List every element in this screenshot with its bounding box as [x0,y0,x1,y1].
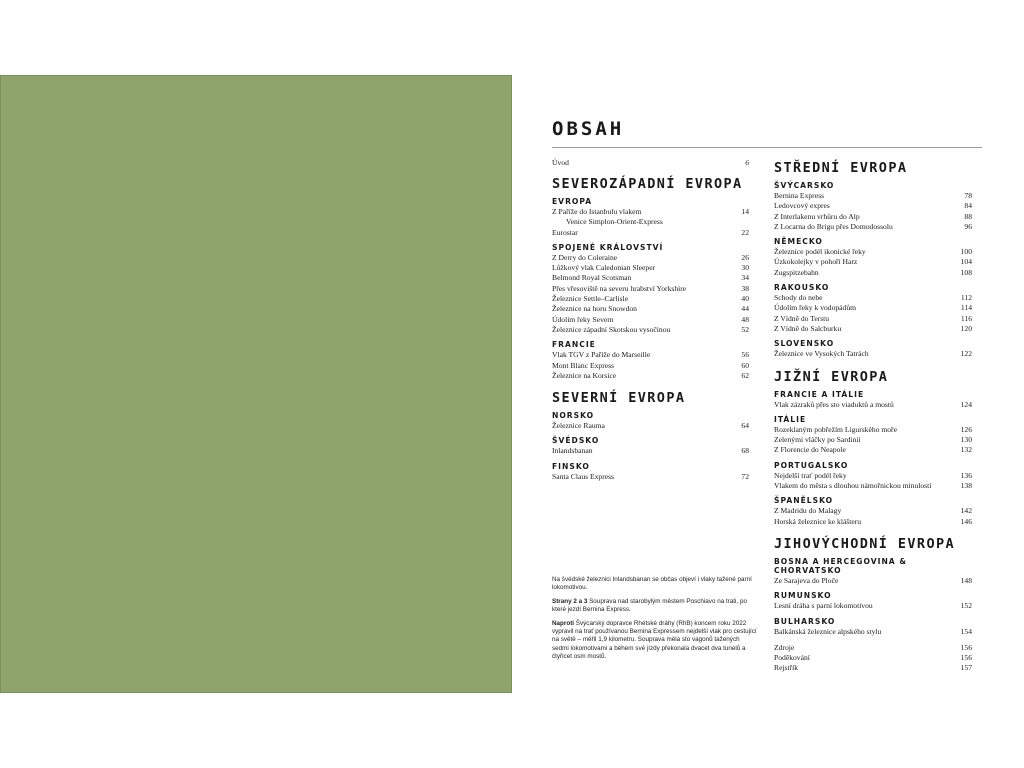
entry-page: 130 [960,435,972,445]
toc-entry [552,315,749,325]
entry-title-line: Lesní dráha s parní lokomotivou [774,601,873,611]
entry-title [774,627,961,637]
entry-page: 126 [960,424,972,434]
toc-entry [774,191,972,201]
entry-page: 108 [960,267,972,277]
toc-entry [774,506,972,516]
entry-title [774,601,961,611]
caption-3: Naproti Švýcarský dopravce Rhétské dráhy (RhB) koncem roku 2022 vypravil na trať používanou Bernina Expressem nejdelší vlak pro cestující na světě – měřil 1,9 kilometru. Souprava měla sto vagonů tažených sedmi lokomotivami a během své jízdy překonala dvacet dva tunelů a čtyřicet osm mostů. [552,619,757,661]
toc-entry [774,201,972,211]
toc-entry [774,324,972,334]
entry-title [774,293,961,303]
country-heading: NORSKO [552,411,595,421]
landscape-photo [0,75,512,693]
toc-entry [774,212,972,222]
entry-title [552,371,741,381]
entry-page: 116 [960,313,972,323]
entry-title-line: Zelenými vláčky po Sardinii [774,435,861,445]
entry-title-line: Ze Sarajeva do Ploče [774,575,839,585]
toc-entry [552,284,749,294]
entry-title [774,506,961,516]
entry-title [774,517,961,527]
toc-entry [552,228,749,238]
entry-title-line: Železnice na horu Snowdon [552,304,637,314]
entry-title [552,284,741,294]
country-heading: NĚMECKO [774,237,823,247]
entry-title [552,263,741,273]
toc-entry [774,314,972,324]
entry-title [774,247,961,257]
entry-title-line: Belmond Royal Scotsman [552,273,632,283]
entry-title-line: Z Interlakenu vrhůru do Alp [774,211,860,221]
entry-title-line: Venice Simplon-Orient-Express [566,217,663,227]
toc-entry [774,257,972,267]
entry-page: 40 [741,294,749,304]
entry-title-line: Zugspitzebahn [774,267,819,277]
toc-entry [552,361,749,371]
entry-page: 112 [960,293,972,303]
toc-entry [552,304,749,314]
entry-page: 100 [960,247,972,257]
entry-title [774,314,961,324]
entry-title-line: Železnice ve Vysokých Tatrách [774,349,869,359]
entry-title-line: Železnice Settle–Carlisle [552,294,629,304]
country-heading: RAKOUSKO [774,283,830,293]
toc-entry [774,576,972,586]
region-heading: STŘEDNÍ EVROPA [774,160,908,176]
caption-1: Na švédské železnici Inlandsbanan se občas objeví i vlaky tažené parní lokomotivou. [552,576,752,592]
entry-title [552,325,741,335]
entry-page: 60 [741,360,749,370]
country-heading: SPOJENÉ KRÁLOVSTVÍ [552,242,664,252]
entry-title-line: Ledovcový expres [774,201,830,211]
toc-page [512,0,1024,768]
toc-entry [774,435,972,445]
entry-title [774,425,961,435]
entry-title [774,471,961,481]
entry-page: 72 [741,471,749,481]
entry-title [774,349,961,359]
entry-page: 78 [964,191,972,200]
entry-title [552,294,741,304]
entry-title [552,361,741,371]
entry-title-line: Inlandsbanan [552,446,593,456]
entry-page: 26 [741,252,749,262]
entry-page: 6 [745,158,749,167]
entry-page: 30 [741,263,749,273]
entry-title-line: Poděkování [774,653,810,663]
entry-page: 136 [960,470,972,480]
entry-page: 68 [741,446,749,456]
toc-entry [774,222,972,232]
region-heading: SEVEROZÁPADNÍ EVROPA [552,176,743,192]
entry-title [774,445,961,455]
entry-title [552,421,741,431]
entry-title-line: Přes vřesoviště na severu hrabství Yorkshire [552,283,687,293]
entry-page: 142 [960,506,972,516]
entry-title-line: Z Florencie do Neapole [774,445,846,455]
entry-page: 156 [960,653,972,663]
toc-entry [552,421,749,431]
entry-page: 34 [741,273,749,283]
toc-entry [774,349,972,359]
entry-title-line: Údolím řeky Severn [552,314,614,324]
entry-title [552,253,741,263]
entry-title-line: Železnice západní Skotskou vysočinou [552,324,671,334]
photo-captions [552,576,757,667]
entry-title [774,303,961,313]
entry-page: 48 [741,314,749,324]
toc-entry [774,425,972,435]
entry-title-line: Schody do nebe [774,293,823,303]
region-heading: JIŽNÍ EVROPA [774,368,889,385]
country-heading: FINSKO [552,461,590,471]
entry-title-line: Úzkokolejky v pohoří Harz [774,257,858,267]
entry-title [774,653,961,663]
country-heading: ITÁLIE [774,414,807,424]
entry-title-line: Z Derry do Coleraine [552,252,618,262]
entry-title-line: Eurostar [552,227,578,237]
entry-title [774,643,961,653]
toc-entry [552,325,749,335]
toc-entry [552,263,749,273]
entry-title-line: Údolím řeky k vodopádům [774,303,857,313]
entry-title [774,201,964,211]
toc-entry [774,303,972,313]
entry-title-line: Železnice podél ikonické řeky [774,247,866,257]
entry-page: 154 [960,626,972,636]
entry-title [774,268,961,278]
country-heading: PORTUGALSKO [774,460,849,470]
toc-entry [774,627,972,637]
toc-entry-intro [552,158,749,167]
entry-title-line: Rejstřík [774,663,799,673]
region-heading: SEVERNÍ EVROPA [552,390,686,407]
entry-page: 62 [741,370,749,380]
toc-entry [552,472,749,482]
toc-entry [774,643,972,653]
country-heading: EVROPA [552,197,593,206]
entry-title [552,228,741,238]
entry-title [774,400,961,410]
toc-entry [552,371,749,381]
entry-title [552,472,741,482]
toc-entry [774,400,972,410]
country-heading: ŠVÝCARSKO [774,181,835,190]
country-heading: RUMUNSKO [774,591,832,601]
entry-page: 88 [964,211,972,221]
entry-title-line: Bernina Express [774,191,824,200]
country-heading: BULHARSKO [774,616,836,626]
title-divider [552,147,982,148]
entry-title [774,257,961,267]
entry-page: 124 [960,399,972,409]
toc-entry [774,653,972,663]
page-title: OBSAH [552,118,625,140]
entry-page: 114 [960,303,972,313]
entry-title [774,324,961,334]
entry-page: 14 [741,207,749,216]
entry-title-line: Santa Claus Express [552,471,615,481]
entry-title-line: Horská železnice ke klášteru [774,516,862,526]
region-heading: JIHOVÝCHODNÍ EVROPA [774,535,956,552]
entry-page: 152 [960,601,972,611]
toc-entry [774,293,972,303]
entry-page: 146 [960,516,972,526]
entry-page: 104 [960,257,972,267]
entry-title [774,481,961,491]
entry-title-line: Z Madridu do Malagy [774,506,842,516]
caption-2: Strany 2 a 3 Souprava nad starobylým městem Poschiavo na trati, po které jezdí Bernina Express. [552,597,747,614]
entry-title-line: Železnice na Korsice [552,370,617,380]
entry-page: 44 [741,304,749,314]
entry-title-line: Vlak zázraků přes sto viaduktů a mostů [774,399,894,409]
country-heading: BOSNA A HERCEGOVINA & CHORVATSKO [774,556,907,575]
entry-title [774,576,961,586]
entry-page: 22 [741,227,749,237]
country-heading: SLOVENSKO [774,339,835,349]
entry-page: 38 [741,283,749,293]
toc-entry [552,294,749,304]
entry-title [774,222,964,232]
entry-page: 64 [741,421,749,431]
toc-entry [774,481,972,491]
toc-entry [552,350,749,360]
entry-title [552,207,741,228]
toc-entry [552,207,749,228]
entry-title [552,446,741,456]
entry-page: 96 [964,221,972,231]
entry-title-line: Zdroje [774,642,795,652]
entry-page: 52 [741,324,749,334]
toc-entry [774,247,972,257]
entry-page: 132 [960,445,972,455]
country-heading: ŠVÉDSKO [552,436,600,446]
toc-entry [774,471,972,481]
entry-title-line: Z Locarna do Brigu přes Domodossolu [774,221,893,231]
entry-title-line: Lůžkový vlak Caledonian Sleeper [552,263,656,273]
entry-title [552,315,741,325]
entry-title [552,350,741,360]
entry-title [774,191,964,201]
entry-page: 156 [960,642,972,652]
country-heading: ŠPANĚLSKO [774,496,834,506]
country-heading: FRANCIE A ITÁLIE [774,389,865,399]
entry-page: 56 [741,350,749,360]
toc-entry [774,268,972,278]
entry-title-line: Rozeklaným pobřežím Ligurského moře [774,424,897,434]
toc-entry [552,253,749,263]
entry-page: 120 [960,323,972,333]
entry-title-line: Železnice Rauma [552,421,605,431]
entry-title: Úvod [552,158,569,167]
toc-entry [552,273,749,283]
toc-entry [774,663,972,673]
entry-title-line: Vlak TGV z Paříže do Marseille [552,350,651,360]
toc-entry [774,445,972,455]
toc-entry [774,601,972,611]
entry-title-line: Z Vídně do Terstu [774,313,830,323]
toc-entry [552,446,749,456]
entry-page: 122 [960,349,972,359]
entry-title [774,212,964,222]
entry-title [552,273,741,283]
entry-title-line: Nejdelší trať podél řeky [774,470,847,480]
entry-title [774,663,961,673]
entry-title-line: Z Vídně do Salcburku [774,323,842,333]
toc-entry [774,517,972,527]
entry-page: 138 [960,481,972,491]
entry-page: 84 [964,201,972,211]
toc-column-right [774,158,972,674]
entry-page: 157 [960,663,972,673]
country-heading: FRANCIE [552,340,596,350]
entry-title-line: Mont Blanc Express [552,360,615,370]
entry-title-line: Balkánská železnice alpského stylu [774,626,882,636]
entry-title-line: Vlakem do města s dlouhou námořnickou minulostí [774,481,932,491]
entry-title-line: Z Paříže do Istanbulu vlakem [552,207,642,216]
toc-column-left [552,158,749,482]
back-matter [774,643,972,674]
entry-page: 148 [960,575,972,585]
entry-title [774,435,961,445]
entry-title [552,304,741,314]
